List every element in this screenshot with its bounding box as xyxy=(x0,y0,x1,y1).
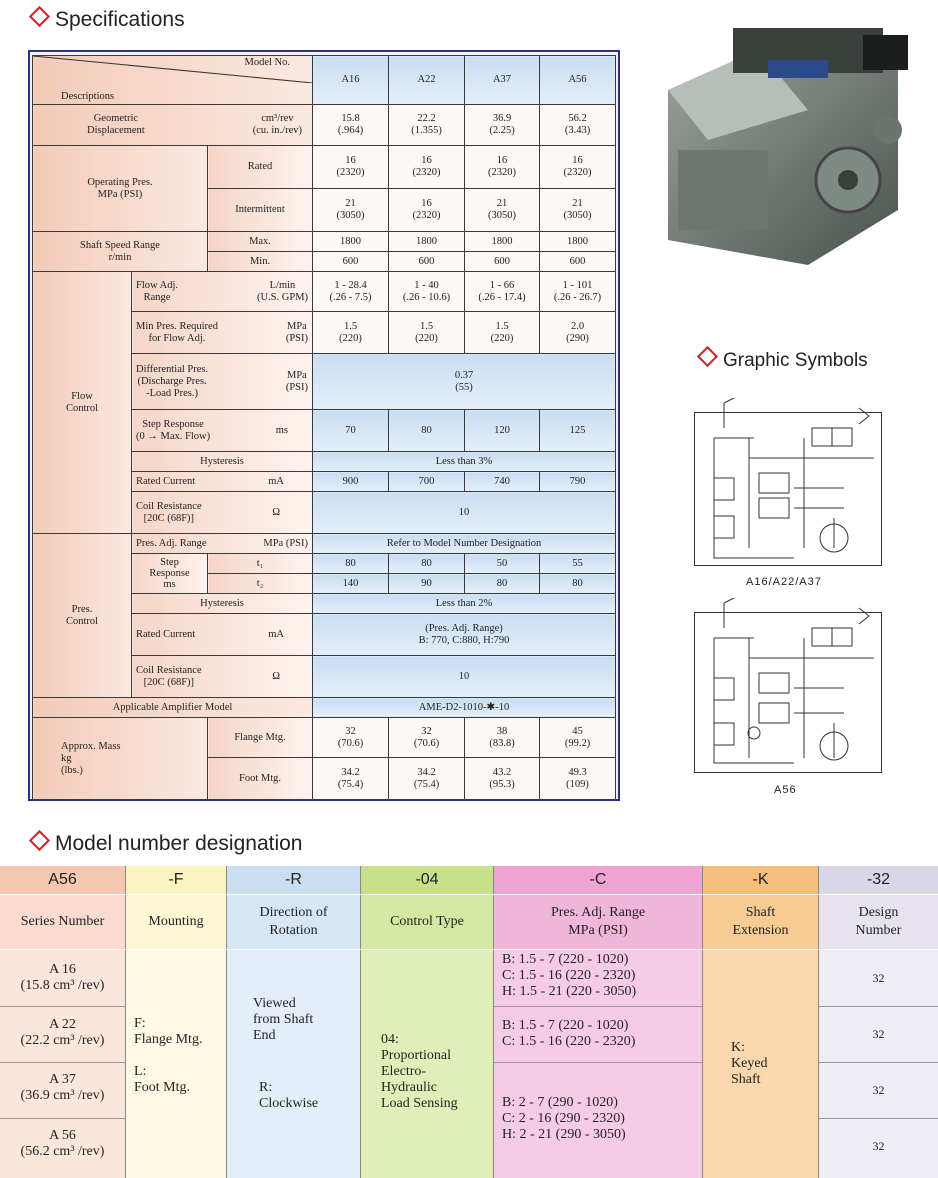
design-item: 32 xyxy=(872,1027,885,1041)
pres-coil-unit: Ω xyxy=(272,670,281,682)
displacement-unit: cm³/rev (cu. in./rev) xyxy=(252,113,303,136)
rated-current-value: 700 xyxy=(389,472,465,492)
min-value: 600 xyxy=(389,252,465,272)
coil-resistance-value: 10 xyxy=(313,492,616,534)
series-code: A56 xyxy=(0,866,126,894)
shaft-column xyxy=(703,866,819,1178)
rated-current-value: 740 xyxy=(465,472,540,492)
pres-range-title: Pres. Adj. Range MPa (PSI) xyxy=(494,895,703,949)
rated-current-unit: mA xyxy=(268,475,285,487)
design-title: Design Number xyxy=(819,895,938,949)
series-title: Series Number xyxy=(0,895,126,949)
series-item: A 37 (36.9 cm³ /rev) xyxy=(20,1072,105,1103)
coil-resistance-label: Coil Resistance [20C (68F)] xyxy=(136,500,202,524)
shaft-option: K: Keyed Shaft xyxy=(731,1040,768,1087)
differential-label: Differential Pres. (Discharge Pres. -Load Pres.) xyxy=(136,363,209,399)
design-code: -32 xyxy=(819,866,938,894)
flow-adj-value: 1 - 40 (.26 - 10.6) xyxy=(389,272,465,312)
min-value: 600 xyxy=(465,252,540,272)
specifications-table xyxy=(32,55,616,800)
graphic-symbol-a56 xyxy=(694,598,882,774)
pres-hysteresis-label: Hysteresis xyxy=(132,594,313,614)
pres-adj-unit: MPa (PSI) xyxy=(263,537,309,549)
pres-rated-current-unit: mA xyxy=(268,628,285,640)
design-item: 32 xyxy=(872,971,885,985)
displacement-value: 15.8 (.964) xyxy=(313,105,389,146)
symbol-caption-2: A56 xyxy=(774,784,797,796)
flange-value: 38 (83.8) xyxy=(465,718,540,758)
step-response-label: Step Response (0 → Max. Flow) xyxy=(136,418,211,442)
operating-pres-label: Operating Pres. MPa (PSI) xyxy=(33,146,208,232)
shaft-code: -K xyxy=(703,866,819,894)
graphic-symbol-a16-a22-a37 xyxy=(694,398,882,566)
hysteresis-value: Less than 3% xyxy=(313,452,616,472)
t2-value: 140 xyxy=(313,574,389,594)
flange-label: Flange Mtg. xyxy=(208,718,313,758)
pres-step-label: Step Response ms xyxy=(132,554,208,594)
rated-current-value: 790 xyxy=(540,472,616,492)
descriptions-label: Descriptions xyxy=(61,91,115,102)
min-pres-unit: MPa (PSI) xyxy=(285,320,309,344)
rotation-code: -R xyxy=(227,866,361,894)
amplifier-label: Applicable Amplifier Model xyxy=(33,698,313,718)
rated-label: Rated xyxy=(208,146,313,189)
pres-coil-value: 10 xyxy=(313,656,616,698)
foot-value: 34.2 (75.4) xyxy=(389,758,465,800)
design-item: 32 xyxy=(872,1083,885,1097)
pres-rated-current-value: (Pres. Adj. Range) B: 770, C:880, H:790 xyxy=(313,614,616,656)
foot-value: 43.2 (95.3) xyxy=(465,758,540,800)
foot-label: Foot Mtg. xyxy=(208,758,313,800)
series-item: A 56 (56.2 cm³ /rev) xyxy=(20,1128,105,1159)
min-pres-value: 1.5 (220) xyxy=(465,312,540,354)
shaft-speed-label: Shaft Speed Range r/min xyxy=(33,232,208,272)
t1-label: t₁ xyxy=(208,554,313,574)
flange-value: 45 (99.2) xyxy=(540,718,616,758)
min-value: 600 xyxy=(313,252,389,272)
mounting-code: -F xyxy=(126,866,227,894)
differential-value: 0.37 (55) xyxy=(313,354,616,410)
model-header: A37 xyxy=(465,56,540,105)
mounting-title: Mounting xyxy=(126,895,227,949)
min-pres-value: 2.0 (290) xyxy=(540,312,616,354)
intermittent-value: 16 (2320) xyxy=(389,189,465,232)
rated-value: 16 (2320) xyxy=(465,146,540,189)
rotation-title: Direction of Rotation xyxy=(227,895,361,949)
rotation-viewed: Viewed from Shaft End xyxy=(253,996,314,1043)
graphic-symbols-heading: Graphic Symbols xyxy=(700,350,868,372)
control-type-column xyxy=(361,866,494,1178)
pres-range-item: B: 2 - 7 (290 - 1020) C: 2 - 16 (290 - 2320) H: 2 - 21 (290 - 3050) xyxy=(502,1095,626,1142)
flow-adj-value: 1 - 101 (.26 - 26.7) xyxy=(540,272,616,312)
t2-value: 80 xyxy=(465,574,540,594)
flange-value: 32 (70.6) xyxy=(313,718,389,758)
t1-value: 55 xyxy=(540,554,616,574)
rated-value: 16 (2320) xyxy=(313,146,389,189)
foot-value: 49.3 (109) xyxy=(540,758,616,800)
control-title: Control Type xyxy=(361,895,494,949)
intermittent-value: 21 (3050) xyxy=(540,189,616,232)
model-number-heading: Model number designation xyxy=(32,832,303,856)
model-header: A22 xyxy=(389,56,465,105)
mounting-column xyxy=(126,866,227,1178)
max-value: 1800 xyxy=(389,232,465,252)
specifications-heading: Specifications xyxy=(32,8,185,32)
hysteresis-label: Hysteresis xyxy=(132,452,313,472)
coil-resistance-unit: Ω xyxy=(272,506,281,518)
diamond-icon xyxy=(29,6,50,27)
max-value: 1800 xyxy=(540,232,616,252)
t1-value: 50 xyxy=(465,554,540,574)
max-value: 1800 xyxy=(465,232,540,252)
min-label: Min. xyxy=(208,252,313,272)
model-header: A56 xyxy=(540,56,616,105)
differential-unit: MPa (PSI) xyxy=(285,369,309,393)
mass-label: Approx. Mass kg (lbs.) xyxy=(33,718,208,800)
min-pres-label: Min Pres. Required for Flow Adj. xyxy=(136,320,218,344)
step-response-value: 125 xyxy=(540,410,616,452)
pres-control-label: Pres. Control xyxy=(33,534,132,698)
design-item: 32 xyxy=(872,1139,885,1153)
min-value: 600 xyxy=(540,252,616,272)
t2-value: 90 xyxy=(389,574,465,594)
pres-hysteresis-value: Less than 2% xyxy=(313,594,616,614)
pump-image xyxy=(648,20,918,275)
foot-value: 34.2 (75.4) xyxy=(313,758,389,800)
series-item: A 16 (15.8 cm³ /rev) xyxy=(20,962,105,993)
pres-range-item: B: 1.5 - 7 (220 - 1020) C: 1.5 - 16 (220 - 2320) H: 1.5 - 21 (220 - 3050) xyxy=(502,952,637,999)
t1-value: 80 xyxy=(389,554,465,574)
diamond-icon xyxy=(29,830,50,851)
t2-value: 80 xyxy=(540,574,616,594)
symbol-caption-1: A16/A22/A37 xyxy=(746,576,822,588)
t1-value: 80 xyxy=(313,554,389,574)
series-column xyxy=(0,866,126,1178)
t2-label: t₂ xyxy=(208,574,313,594)
flow-adj-value: 1 - 66 (.26 - 17.4) xyxy=(465,272,540,312)
displacement-value: 22.2 (1.355) xyxy=(389,105,465,146)
flow-control-label: Flow Control xyxy=(33,272,132,534)
step-response-unit: ms xyxy=(275,424,289,436)
amplifier-value: AME-D2-1010-✱-10 xyxy=(313,698,616,718)
pres-range-column xyxy=(494,866,703,1178)
pres-range-item: B: 1.5 - 7 (220 - 1020) C: 1.5 - 16 (220 - 2320) xyxy=(502,1018,636,1049)
displacement-label: Geometric Displacement xyxy=(87,113,145,136)
pres-range-code: -C xyxy=(494,866,703,894)
pres-adj-label: Pres. Adj. Range xyxy=(136,537,207,549)
flow-adj-label: Flow Adj. Range xyxy=(136,279,179,303)
intermittent-value: 21 (3050) xyxy=(313,189,389,232)
rotation-column xyxy=(227,866,361,1178)
rated-current-label: Rated Current xyxy=(136,475,196,487)
step-response-value: 80 xyxy=(389,410,465,452)
min-pres-value: 1.5 (220) xyxy=(313,312,389,354)
rated-value: 16 (2320) xyxy=(540,146,616,189)
shaft-title: Shaft Extension xyxy=(703,895,819,949)
model-designation-table xyxy=(0,866,938,1178)
pres-coil-label: Coil Resistance [20C (68F)] xyxy=(136,664,202,688)
max-label: Max. xyxy=(208,232,313,252)
intermittent-label: Intermittent xyxy=(208,189,313,232)
flow-adj-unit: L/min (U.S. GPM) xyxy=(256,279,309,303)
specifications-panel xyxy=(28,50,620,801)
displacement-value: 56.2 (3.43) xyxy=(540,105,616,146)
max-value: 1800 xyxy=(313,232,389,252)
control-option: 04: Proportional Electro- Hydraulic Load Sensing xyxy=(381,1032,458,1111)
series-item: A 22 (22.2 cm³ /rev) xyxy=(20,1017,105,1048)
flange-value: 32 (70.6) xyxy=(389,718,465,758)
step-response-value: 70 xyxy=(313,410,389,452)
diamond-icon xyxy=(697,346,718,367)
design-column xyxy=(819,866,938,1178)
rotation-clockwise: R: Clockwise xyxy=(259,1080,319,1111)
min-pres-value: 1.5 (220) xyxy=(389,312,465,354)
intermittent-value: 21 (3050) xyxy=(465,189,540,232)
step-response-value: 120 xyxy=(465,410,540,452)
flow-adj-value: 1 - 28.4 (.26 - 7.5) xyxy=(313,272,389,312)
header-descriptions-cell xyxy=(33,56,313,105)
model-header: A16 xyxy=(313,56,389,105)
mounting-options: F: Flange Mtg. L: Foot Mtg. xyxy=(134,1016,203,1095)
control-code: -04 xyxy=(361,866,494,894)
displacement-value: 36.9 (2.25) xyxy=(465,105,540,146)
rated-current-value: 900 xyxy=(313,472,389,492)
pres-adj-value: Refer to Model Number Designation xyxy=(313,534,616,554)
rated-value: 16 (2320) xyxy=(389,146,465,189)
model-no-label: Model No. xyxy=(244,57,291,68)
pres-rated-current-label: Rated Current xyxy=(136,628,196,640)
